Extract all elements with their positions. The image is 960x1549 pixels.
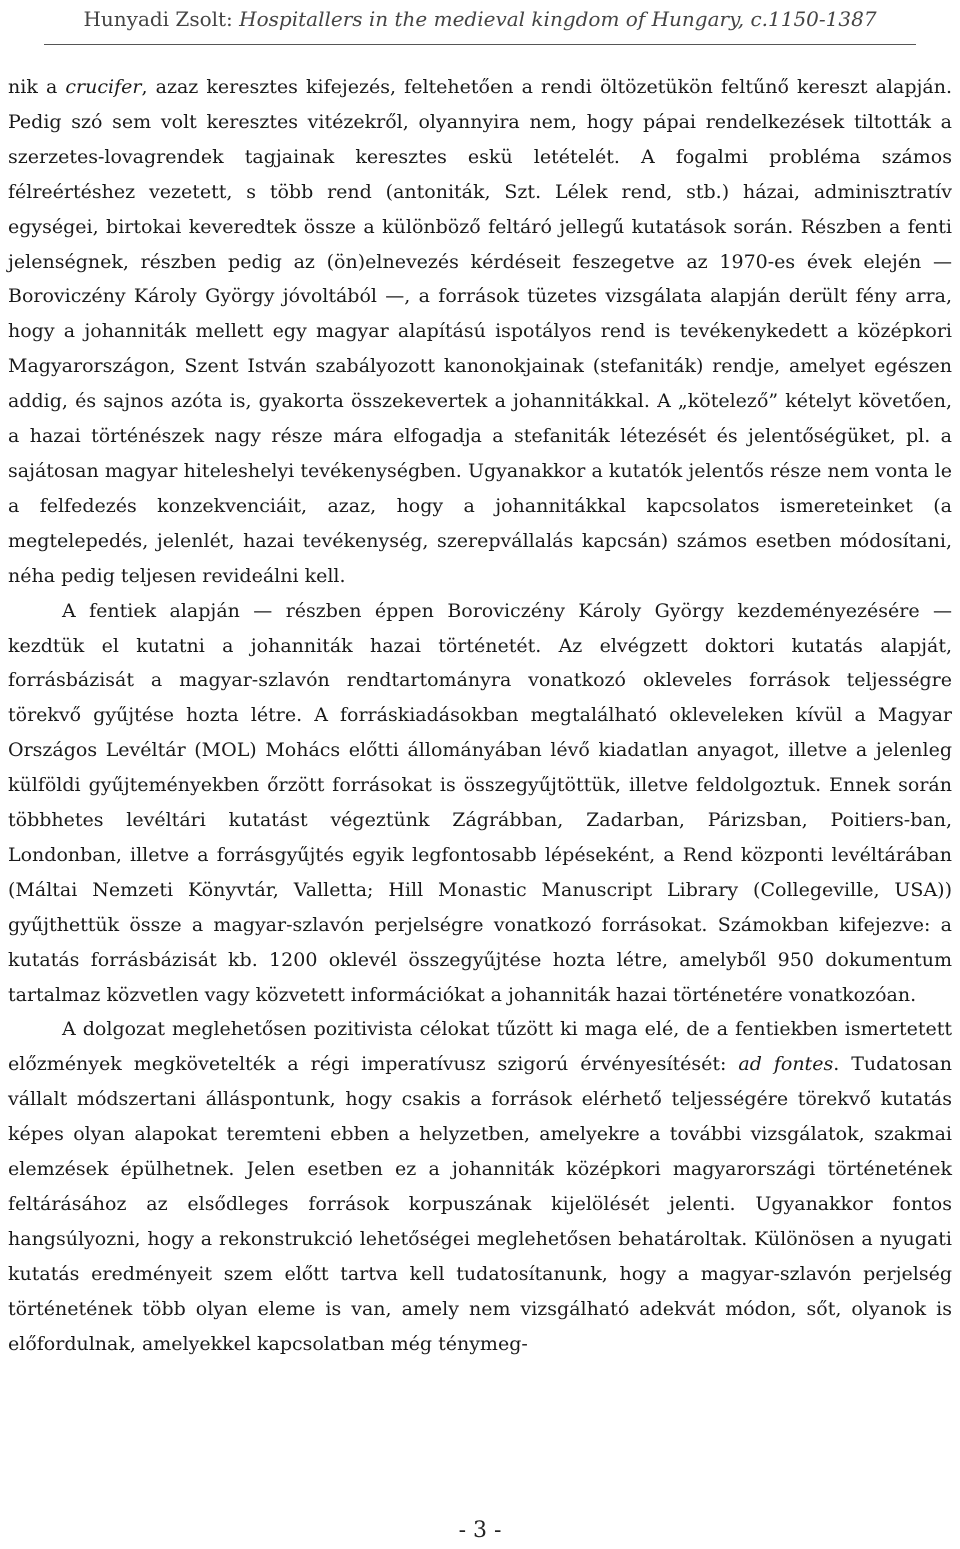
page-body [8,70,952,1362]
header-title: Hospitallers in the medieval kingdom of Hungary, c.1150-1387 [239,7,877,31]
running-header [0,4,960,34]
text-run: nik a [8,76,66,98]
body-paragraph [8,594,952,1013]
italic-term: ad fontes [738,1053,834,1076]
header-divider [44,44,916,45]
page-number: - 3 - [458,1518,502,1543]
header-author: Hunyadi Zsolt: [83,7,240,31]
text-run: , azaz keresztes kifejezés, feltehetően a rendi öltözetükön feltűnő kereszt alapján. Pedig szó sem volt keresztes vitézekről, olyannyira nem, hogy pápai rendelkezések tiltották a szerzetes-lovagrendek tagjainak keresztes eskü letételét. A fogalmi probléma számos félreértéshez vezetett, s több rend (antoniták, Szt. Lélek rend, stb.) házai, adminisztratív egységei, birtokai keveredtek össze a különböző feltáró jellegű kutatások során. Részben a fenti jelenségnek, részben pedig az (ön)elnevezés kérdéseit feszegetve az 1970-es évek elején — Boroviczény Károly György jóvoltából —, a források tüzetes vizsgálata alapján derült fény arra, hogy a johanniták mellett egy magyar alapítású ispotályos rend is tevékenykedett a középkori Magyarországon, Szent István szabályozott kanonokjainak (stefaniták) rendje, amelyet egészen addig, és sajnos azóta is, gyakorta összekevertek a johannitákkal. A „kötelező” kételyt követően, a hazai történészek nagy része mára elfogadja a stefaniták létezését és jelentőségüket, pl. a sajátosan magyar hiteleshelyi tevékenységben. Ugyanakkor a kutatók jelentős része nem vonta le a felfedezés konzekvenciáit, azaz, hogy a johannitákkal kapcsolatos ismereteinket (a megtelepedés, jelenlét, hazai tevékenység, szerepvállalás kapcsán) számos esetben módosítani, néha pedig teljesen revideálni kell. [8,76,952,587]
italic-term: crucifer [65,76,142,98]
body-paragraph [8,70,952,594]
text-run: A dolgozat meglehetősen pozitivista célokat tűzött ki maga elé, de a fentiekben ismertetett előzmények megkövetelték a régi imperatívusz szigorú érvényesítését: [8,1018,952,1076]
text-run: . Tudatosan vállalt módszertani álláspontunk, hogy csakis a források elérhető teljességére törekvő kutatás képes olyan alapokat teremteni ebben a helyzetben, amelyekre a további vizsgálatok, szakmai elemzések épülhetnek. Jelen esetben ez a johanniták középkori magyarországi történetének feltárásához az elsődleges források korpuszának kijelölését jelenti. Ugyanakkor fontos hangsúlyozni, hogy a rekonstrukció lehetőségei meglehetősen behatároltak. Különösen a nyugati kutatás eredményeit szem előtt tartva kell tudatosítanunk, hogy a magyar-szlavón perjelség történetének több olyan eleme is van, amely nem vizsgálható adekvát módon, sőt, olyanok is előfordulnak, amelyekkel kapcsolatban még ténymeg- [8,1053,952,1355]
text-run: A fentiek alapján — részben éppen Boroviczény Károly György kezdeményezésére — kezdtük el kutatni a johanniták hazai történetét. Az elvégzett doktori kutatás alapját, forrásbázisát a magyar-szlavón rendtartományra vonatkozó okleveles források teljességre törekvő gyűjtése hozta létre. A forráskiadásokban megtalálható okleveleken kívül a Magyar Országos Levéltár (MOL) Mohács előtti állományában lévő kiadatlan anyagot, illetve a jelenleg külföldi gyűjteményekben őrzött forrásokat is összegyűjtöttük, illetve feldolgoztuk. Ennek során többhetes levéltári kutatást végeztünk Zágrábban, Zadarban, Párizsban, Poitiers-ban, Londonban, illetve a forrásgyűjtés egyik legfontosabb lépéseként, a Rend központi levéltárában (Máltai Nemzeti Könyvtár, Valletta; Hill Monastic Manuscript Library (Collegeville, USA)) gyűjthettük össze a magyar-szlavón perjelségre vonatkozó forrásokat. Számokban kifejezve: a kutatás forrásbázisát kb. 1200 oklevél összegyűjtése hozta létre, amelyből 950 dokumentum tartalmaz közvetlen vagy közvetett információkat a johanniták hazai történetére vonatkozóan. [8,599,952,1006]
body-paragraph [8,1012,952,1361]
